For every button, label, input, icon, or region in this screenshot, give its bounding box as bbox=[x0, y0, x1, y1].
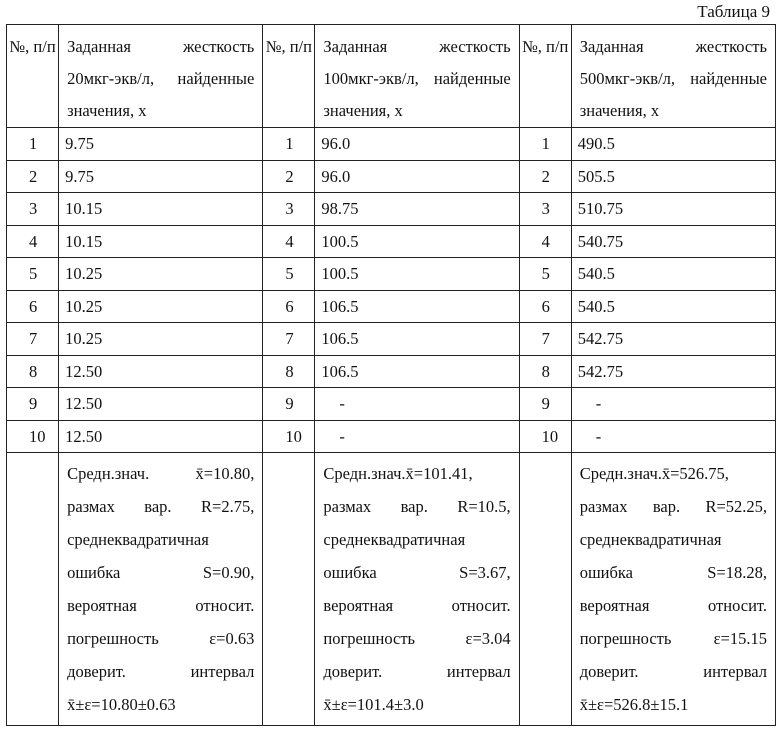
stat-range: размах вар. R=10.5, bbox=[323, 497, 511, 516]
row-number: 7 bbox=[7, 323, 59, 356]
row-number: 8 bbox=[263, 355, 315, 388]
value-500: - bbox=[571, 420, 775, 453]
stat-mean: Средн.знач.x̄=101.41, bbox=[323, 464, 473, 483]
stat-rel-label: вероятная относит. bbox=[67, 596, 255, 615]
row-number: 4 bbox=[7, 225, 59, 258]
value-20: 9.75 bbox=[59, 160, 263, 193]
row-number: 5 bbox=[519, 258, 571, 291]
header-num-3: №, п/п bbox=[519, 25, 571, 128]
row-number: 6 bbox=[519, 290, 571, 323]
header-num-2: №, п/п bbox=[263, 25, 315, 128]
stat-ci: x̄±ε=101.4±3.0 bbox=[323, 695, 424, 714]
table-caption: Таблица 9 bbox=[697, 2, 770, 21]
row-number: 10 bbox=[263, 420, 315, 453]
stat-sd-label: среднеквадратичная bbox=[67, 530, 209, 549]
table-row bbox=[7, 420, 776, 453]
value-100: 106.5 bbox=[315, 290, 519, 323]
stat-empty-cell bbox=[519, 453, 571, 726]
row-number: 4 bbox=[263, 225, 315, 258]
statistics-cell bbox=[571, 453, 775, 726]
header-num-1: №, п/п bbox=[7, 25, 59, 128]
stat-rel: погрешность ε=3.04 bbox=[323, 629, 511, 648]
value-100: 96.0 bbox=[315, 160, 519, 193]
value-100: 100.5 bbox=[315, 225, 519, 258]
value-500: 542.75 bbox=[571, 323, 775, 356]
table-row bbox=[7, 388, 776, 421]
stat-mean: Средн.знач. x̄=10.80, bbox=[67, 464, 255, 483]
table-row bbox=[7, 160, 776, 193]
table-row bbox=[7, 323, 776, 356]
header-col-100: Заданная жесткость 100мкг-экв/л, найденные значения, х bbox=[315, 25, 519, 128]
value-20: 10.25 bbox=[59, 323, 263, 356]
table-row bbox=[7, 225, 776, 258]
value-100: - bbox=[315, 420, 519, 453]
row-number: 6 bbox=[7, 290, 59, 323]
row-number: 1 bbox=[519, 128, 571, 161]
value-20: 10.15 bbox=[59, 193, 263, 226]
value-20: 12.50 bbox=[59, 420, 263, 453]
row-number: 10 bbox=[519, 420, 571, 453]
row-number: 8 bbox=[7, 355, 59, 388]
row-number: 5 bbox=[263, 258, 315, 291]
stat-sd: ошибка S=18.28, bbox=[579, 563, 767, 582]
row-number: 1 bbox=[7, 128, 59, 161]
value-500: 490.5 bbox=[571, 128, 775, 161]
value-500: - bbox=[571, 388, 775, 421]
statistics-cell bbox=[315, 453, 519, 726]
row-number: 10 bbox=[7, 420, 59, 453]
row-number: 9 bbox=[7, 388, 59, 421]
stat-ci-label: доверит. интервал bbox=[579, 662, 767, 681]
row-number: 2 bbox=[519, 160, 571, 193]
stat-mean: Средн.знач.x̄=526.75, bbox=[579, 464, 729, 483]
stat-rel-label: вероятная относит. bbox=[323, 596, 511, 615]
value-100: 106.5 bbox=[315, 355, 519, 388]
stat-sd: ошибка S=3.67, bbox=[323, 563, 511, 582]
row-number: 3 bbox=[519, 193, 571, 226]
statistics-row bbox=[7, 453, 776, 726]
table-row bbox=[7, 193, 776, 226]
row-number: 8 bbox=[519, 355, 571, 388]
stat-range: размах вар. R=2.75, bbox=[67, 497, 255, 516]
value-100: 96.0 bbox=[315, 128, 519, 161]
stat-ci-label: доверит. интервал bbox=[323, 662, 511, 681]
stat-ci: x̄±ε=10.80±0.63 bbox=[67, 695, 176, 714]
row-number: 7 bbox=[519, 323, 571, 356]
stat-sd-label: среднеквадратичная bbox=[579, 530, 722, 549]
value-100: - bbox=[315, 388, 519, 421]
table-row bbox=[7, 290, 776, 323]
results-table bbox=[6, 24, 776, 726]
stat-empty-cell bbox=[263, 453, 315, 726]
row-number: 2 bbox=[263, 160, 315, 193]
value-100: 106.5 bbox=[315, 323, 519, 356]
row-number: 9 bbox=[519, 388, 571, 421]
value-20: 12.50 bbox=[59, 388, 263, 421]
value-500: 540.75 bbox=[571, 225, 775, 258]
row-number: 3 bbox=[263, 193, 315, 226]
header-row bbox=[7, 25, 776, 128]
value-20: 10.25 bbox=[59, 290, 263, 323]
value-500: 540.5 bbox=[571, 258, 775, 291]
row-number: 5 bbox=[7, 258, 59, 291]
stat-rel: погрешность ε=0.63 bbox=[67, 629, 255, 648]
value-20: 10.15 bbox=[59, 225, 263, 258]
stat-rel-label: вероятная относит. bbox=[579, 596, 767, 615]
value-500: 505.5 bbox=[571, 160, 775, 193]
value-100: 100.5 bbox=[315, 258, 519, 291]
stat-sd-label: среднеквадратичная bbox=[323, 530, 466, 549]
value-500: 510.75 bbox=[571, 193, 775, 226]
table-row bbox=[7, 258, 776, 291]
stat-ci: x̄±ε=526.8±15.1 bbox=[579, 695, 689, 714]
value-20: 10.25 bbox=[59, 258, 263, 291]
row-number: 4 bbox=[519, 225, 571, 258]
header-col-500: Заданная жесткость 500мкг-экв/л, найденные значения, х bbox=[571, 25, 775, 128]
row-number: 9 bbox=[263, 388, 315, 421]
stat-rel: погрешность ε=15.15 bbox=[579, 629, 767, 648]
table-row bbox=[7, 355, 776, 388]
value-20: 12.50 bbox=[59, 355, 263, 388]
row-number: 6 bbox=[263, 290, 315, 323]
header-col-20: Заданная жесткость 20мкг-экв/л, найденные значения, х bbox=[59, 25, 263, 128]
value-100: 98.75 bbox=[315, 193, 519, 226]
stat-range: размах вар. R=52.25, bbox=[579, 497, 767, 516]
table-row bbox=[7, 128, 776, 161]
stat-ci-label: доверит. интервал bbox=[67, 662, 255, 681]
statistics-cell bbox=[59, 453, 263, 726]
row-number: 3 bbox=[7, 193, 59, 226]
row-number: 2 bbox=[7, 160, 59, 193]
stat-sd: ошибка S=0.90, bbox=[67, 563, 255, 582]
stat-empty-cell bbox=[7, 453, 59, 726]
value-500: 540.5 bbox=[571, 290, 775, 323]
row-number: 1 bbox=[263, 128, 315, 161]
value-20: 9.75 bbox=[59, 128, 263, 161]
value-500: 542.75 bbox=[571, 355, 775, 388]
row-number: 7 bbox=[263, 323, 315, 356]
